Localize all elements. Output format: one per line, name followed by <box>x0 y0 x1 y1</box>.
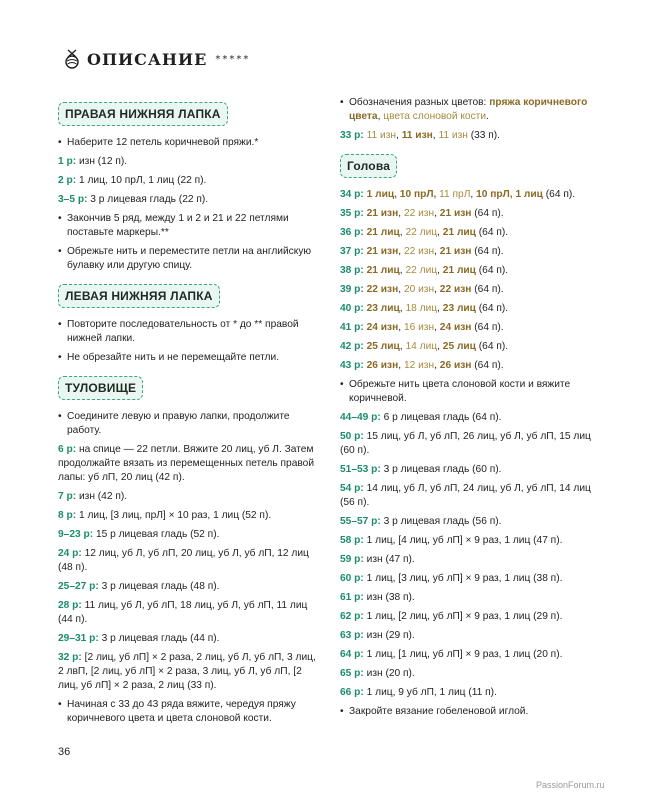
row-instruction: 35 р: 21 изн, 22 изн, 21 изн (64 п). <box>340 208 504 219</box>
row-instruction: 8 р: 1 лиц, [3 лиц, прЛ] × 10 раз, 1 лиц (52 п). <box>58 510 272 521</box>
row-instruction: 32 р: [2 лиц, уб лП] × 2 раза, 2 лиц, уб Л, уб лП, 3 лиц, 2 лвП, [2 лиц, уб лП] × 2 раза, 3 лиц, уб Л, уб лП, [2 лиц, уб лП] × 2 раза, 2 лиц (33 п). <box>58 652 316 691</box>
row-instruction: 62 р: 1 лиц, [2 лиц, уб лП] × 9 раз, 1 лиц (29 п). <box>340 611 563 622</box>
section-body-title: ТУЛОВИЩЕ <box>58 376 143 400</box>
row-instruction: 44–49 р: 6 р лицевая гладь (64 п). <box>340 412 502 423</box>
row-instruction: 36 р: 21 лиц, 22 лиц, 21 лиц (64 п). <box>340 227 509 238</box>
section-right-lower-paw-title: ПРАВАЯ НИЖНЯЯ ЛАПКА <box>58 102 228 126</box>
section-head-title: Голова <box>340 154 397 178</box>
row-instruction: 54 р: 14 лиц, уб Л, уб лП, 24 лиц, уб Л, уб лП, 14 лиц (56 п). <box>340 483 591 508</box>
row-instruction: 55–57 р: 3 р лицевая гладь (56 п). <box>340 516 502 527</box>
row-instruction: 38 р: 21 лиц, 22 лиц, 21 лиц (64 п). <box>340 265 509 276</box>
page-number: 36 <box>58 746 71 758</box>
list-item: • Обрежьте нить и переместите петли на английскую булавку или другую спицу. <box>58 245 320 273</box>
row-instruction: 58 р: 1 лиц, [4 лиц, уб лП] × 9 раз, 1 лиц (47 п). <box>340 535 563 546</box>
row-instruction: 25–27 р: 3 р лицевая гладь (48 п). <box>58 581 220 592</box>
list-item: • Начиная с 33 до 43 ряда вяжите, чередуя пряжу коричневого цвета и цвета слоновой кости. <box>58 698 320 726</box>
right-column <box>340 96 602 724</box>
row-instruction: 51–53 р: 3 р лицевая гладь (60 п). <box>340 464 502 475</box>
row-instruction: 41 р: 24 изн, 16 изн, 24 изн (64 п). <box>340 322 504 333</box>
list-item: • Обрежьте нить цвета слоновой кости и вяжите коричневой. <box>340 378 602 406</box>
watermark: PassionForum.ru <box>536 780 605 790</box>
list-item: • Не обрезайте нить и не перемещайте петли. <box>58 351 320 365</box>
list-item: • Закончив 5 ряд, между 1 и 2 и 21 и 22 петлями поставьте маркеры.** <box>58 212 320 240</box>
row-instruction: 2 р: 1 лиц, 10 прЛ, 1 лиц (22 п). <box>58 175 207 186</box>
title-stars: ***** <box>215 53 251 65</box>
list-item: • Наберите 12 петель коричневой пряжи.* <box>58 136 320 150</box>
row-instruction: 63 р: изн (29 п). <box>340 630 415 641</box>
page-title: ОПИСАНИЕ <box>87 49 208 69</box>
row-instruction: 64 р: 1 лиц, [1 лиц, уб лП] × 9 раз, 1 лиц (20 п). <box>340 649 563 660</box>
row-instruction: 43 р: 26 изн, 12 изн, 26 изн (64 п). <box>340 360 504 371</box>
row-instruction: 28 р: 11 лиц, уб Л, уб лП, 18 лиц, уб Л, уб лП, 11 лиц (44 п). <box>58 600 308 625</box>
row-instruction: 40 р: 23 лиц, 18 лиц, 23 лиц (64 п). <box>340 303 509 314</box>
row-instruction: 39 р: 22 изн, 20 изн, 22 изн (64 п). <box>340 284 504 295</box>
row-instruction: 50 р: 15 лиц, уб Л, уб лП, 26 лиц, уб Л, уб лП, 15 лиц (60 п). <box>340 431 591 456</box>
list-item: • Повторите последовательность от * до ** правой нижней лапки. <box>58 318 320 346</box>
row-instruction: 59 р: изн (47 п). <box>340 554 415 565</box>
section-left-lower-paw-title: ЛЕВАЯ НИЖНЯЯ ЛАПКА <box>58 284 220 308</box>
row-instruction: 24 р: 12 лиц, уб Л, уб лП, 20 лиц, уб Л, уб лП, 12 лиц (48 п). <box>58 548 309 573</box>
row-instruction: 34 р: 1 лиц, 10 прЛ, 11 прЛ, 10 прЛ, 1 лиц (64 п). <box>340 189 576 200</box>
row-instruction: 1 р: изн (12 п). <box>58 156 128 167</box>
yarn-ball-icon <box>62 48 82 70</box>
row-instruction: 9–23 р: 15 р лицевая гладь (52 п). <box>58 529 220 540</box>
color-legend: • Обозначения разных цветов: пряжа коричневого цвета, цвета слоновой кости. <box>340 96 602 124</box>
row-instruction: 29–31 р: 3 р лицевая гладь (44 п). <box>58 633 220 644</box>
row-instruction: 60 р: 1 лиц, [3 лиц, уб лП] × 9 раз, 1 лиц (38 п). <box>340 573 563 584</box>
row-instruction: 6 р: на спице — 22 петли. Вяжите 20 лиц, уб Л. Затем продолжайте вязать из перемещенных петель правой лапы: уб лП, 20 лиц (42 п). <box>58 444 315 483</box>
row-instruction: 66 р: 1 лиц, 9 уб лП, 1 лиц (11 п). <box>340 687 497 698</box>
row-instruction: 7 р: изн (42 п). <box>58 491 128 502</box>
row-instruction: 37 р: 21 изн, 22 изн, 21 изн (64 п). <box>340 246 504 257</box>
row-instruction: 33 р: 11 изн, 11 изн, 11 изн (33 п). <box>340 130 500 141</box>
row-instruction: 42 р: 25 лиц, 14 лиц, 25 лиц (64 п). <box>340 341 509 352</box>
list-item: • Соедините левую и правую лапки, продолжите работу. <box>58 410 320 438</box>
row-instruction: 65 р: изн (20 п). <box>340 668 415 679</box>
page-header <box>62 48 250 70</box>
left-column <box>58 96 320 731</box>
row-instruction: 61 р: изн (38 п). <box>340 592 415 603</box>
row-instruction: 3–5 р: 3 р лицевая гладь (22 п). <box>58 194 209 205</box>
list-item: • Закройте вязание гобеленовой иглой. <box>340 705 602 719</box>
